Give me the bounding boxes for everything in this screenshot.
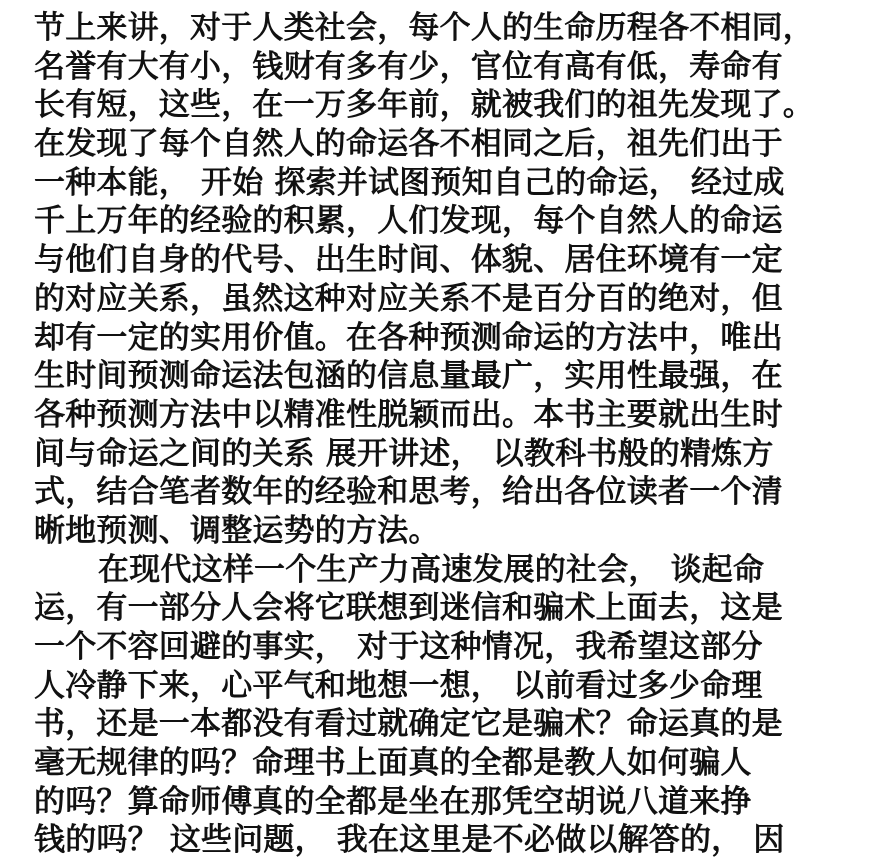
text-line: 千上万年的经验的积累，人们发现，每个自然人的命运 — [34, 203, 783, 240]
text-line: 间与命运之间的关系 展开讲述， 以教科书般的精炼方 — [34, 435, 774, 472]
text-line: 生时间预测命运法包涵的信息量最广，实用性最强，在 — [34, 358, 783, 395]
text-line: 书，还是一本都没有看过就确定它是骗术？命运真的是 — [34, 706, 783, 743]
text-line: 毫无规律的吗？命理书上面真的全都是教人如何骗人 — [34, 745, 752, 782]
text-line: 人冷静下来，心平气和地想一想， 以前看过多少命理 — [34, 667, 763, 704]
text-line: 运，有一部分人会将它联想到迷信和骗术上面去，这是 — [34, 590, 783, 627]
text-line: 在发现了每个自然人的命运各不相同之后，祖先们出于 — [34, 126, 783, 163]
text-line: 的吗？算命师傅真的全都是坐在那凭空胡说八道来挣 — [34, 783, 752, 820]
text-line: 长有短，这些，在一万多年前，就被我们的祖先发现了。 — [34, 87, 814, 124]
body-text — [34, 9, 846, 860]
text-line: 却有一定的实用价值。在各种预测命运的方法中，唯出 — [34, 319, 783, 356]
text-line: 与他们自身的代号、出生时间、体貌、居住环境有一定 — [34, 242, 783, 279]
text-line: 各种预测方法中以精准性脱颖而出。本书主要就出生时 — [34, 396, 783, 433]
text-line: 一个不容回避的事实， 对于这种情况，我希望这部分 — [34, 629, 763, 665]
text-line: 的对应关系，虽然这种对应关系不是百分百的绝对，但 — [34, 280, 783, 317]
text-line: 名誉有大有小，钱财有多有少，官位有高有低，寿命有 — [34, 48, 783, 85]
text-line: 节上来讲，对于人类社会，每个人的生命历程各不相同， — [34, 10, 814, 46]
text-line: 晰地预测、调整运势的方法。 — [34, 512, 440, 549]
text-line: 钱的吗？ 这些问题， 我在这里是不必做以解答的， 因 — [34, 822, 785, 859]
paragraph-first-line: 在现代这样一个生产力高速发展的社会， 谈起命 — [98, 551, 765, 588]
text-line: 一种本能， 开始 探索并试图预知自己的命运， 经过成 — [34, 164, 785, 201]
text-line: 式，结合笔者数年的经验和思考，给出各位读者一个清 — [34, 474, 783, 511]
